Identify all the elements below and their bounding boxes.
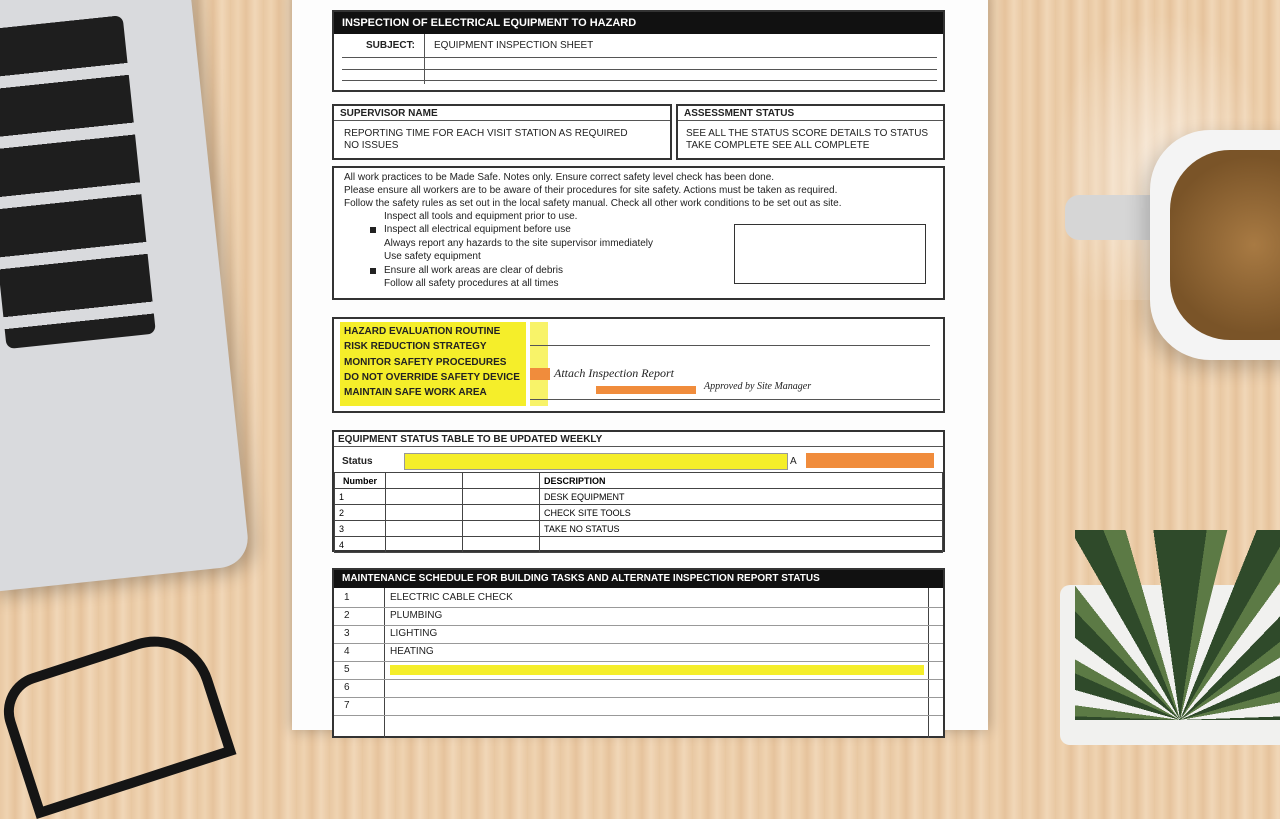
laptop-keyboard (0, 15, 156, 349)
header-value: EQUIPMENT INSPECTION SHEET (434, 40, 594, 51)
instruction-line-3: Follow the safety rules as set out in the local safety manual. Check all other work conditions to be set out as site. (344, 198, 842, 209)
maintenance-header: MAINTENANCE SCHEDULE FOR BUILDING TASKS AND ALTERNATE INSPECTION REPORT STATUS (342, 573, 820, 584)
table-row: 2 CHECK SITE TOOLS (335, 505, 943, 521)
bullet-item-3: Use safety equipment (384, 251, 481, 262)
list-item: 1 ELECTRIC CABLE CHECK (334, 590, 943, 608)
header-label: SUBJECT: (366, 40, 415, 51)
supervisor-box (332, 104, 672, 160)
assessment-line-1: SEE ALL THE STATUS SCORE DETAILS TO STATUS (686, 128, 929, 139)
highlighted-row (390, 665, 924, 675)
bullet-item-4: Ensure all work areas are clear of debris (384, 265, 563, 276)
hazard-line-5: MAINTAIN SAFE WORK AREA (344, 387, 487, 398)
status-row-label: Status (342, 456, 373, 467)
report-note: Attach Inspection Report (554, 366, 674, 380)
bullet-item-2: Always report any hazards to the site supervisor immediately (384, 238, 654, 249)
laptop (0, 0, 251, 592)
supervisor-line-1: REPORTING TIME FOR EACH VISIT STATION AS REQUIRED (344, 128, 628, 139)
succulent-plant (1075, 530, 1280, 720)
instruction-line-4: Inspect all tools and equipment prior to use. (384, 211, 578, 222)
instruction-line-1: All work practices to be Made Safe. Notes only. Ensure correct safety level check has been done. (344, 172, 775, 183)
notes-input-box[interactable] (734, 224, 926, 284)
table-row: 4 (335, 537, 943, 553)
list-item: 4 HEATING (334, 644, 943, 662)
bullet-item-5: Follow all safety procedures at all times (384, 278, 559, 289)
approval-signature: Approved by Site Manager (704, 381, 812, 392)
list-item: 5 (334, 662, 943, 680)
title-bar (334, 12, 943, 34)
bullet-item-1: Inspect all electrical equipment before use (384, 224, 571, 235)
instruction-line-2: Please ensure all workers are to be aware of their procedures for site safety. Actions must be taken as required. (344, 185, 838, 196)
maintenance-title-bar (334, 570, 943, 588)
status-header: EQUIPMENT STATUS TABLE TO BE UPDATED WEEKLY (338, 434, 603, 445)
table-row: 3 TAKE NO STATUS (335, 521, 943, 537)
assessment-line-2: TAKE COMPLETE SEE ALL COMPLETE (686, 140, 870, 151)
status-section (332, 430, 945, 552)
hazard-line-4: DO NOT OVERRIDE SAFETY DEVICE (344, 372, 520, 383)
status-table (334, 472, 943, 553)
col-description: DESCRIPTION (540, 473, 943, 489)
list-item: 7 (334, 698, 943, 716)
maintenance-section (332, 568, 945, 738)
document-page (292, 0, 988, 730)
hazard-line-1: HAZARD EVALUATION ROUTINE (344, 326, 501, 337)
table-row: 1 DESK EQUIPMENT (335, 489, 943, 505)
hazard-box (332, 317, 945, 413)
hazard-line-3: MONITOR SAFETY PROCEDURES (344, 357, 507, 368)
hazard-line-2: RISK REDUCTION STRATEGY (344, 341, 487, 352)
list-item: 2 PLUMBING (334, 608, 943, 626)
assessment-title: ASSESSMENT STATUS (684, 108, 795, 119)
status-bar[interactable] (404, 453, 788, 470)
list-item: 6 (334, 680, 943, 698)
status-indicator: A (790, 456, 797, 467)
coffee (1170, 150, 1280, 340)
assessment-box (676, 104, 945, 160)
instructions-box (332, 166, 945, 300)
list-item: 3 LIGHTING (334, 626, 943, 644)
header-section (332, 10, 945, 92)
page-title: INSPECTION OF ELECTRICAL EQUIPMENT TO HAZARD (342, 17, 637, 29)
col-number: Number (335, 473, 386, 489)
supervisor-line-2: NO ISSUES (344, 140, 399, 151)
supervisor-title: SUPERVISOR NAME (340, 108, 438, 119)
status-flag (806, 453, 934, 468)
